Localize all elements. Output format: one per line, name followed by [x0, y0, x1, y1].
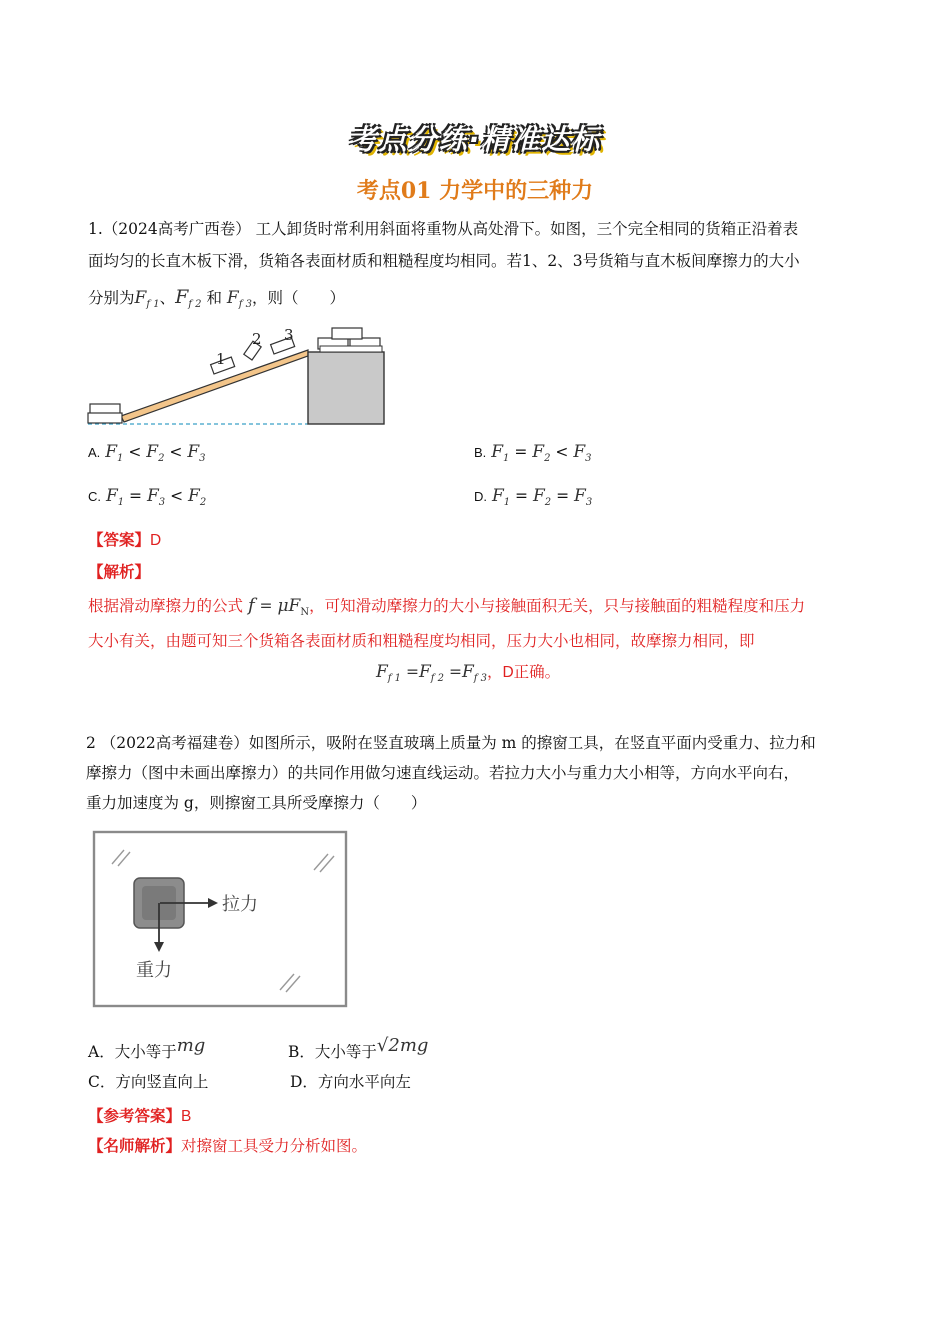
section-banner: 考点分练·精准达标	[348, 123, 602, 156]
q2-stem-line2: 摩擦力（图中未画出摩擦力）的共同作用做匀速直线运动。若拉力大小与重力大小相等，方向水平向右，	[86, 764, 800, 782]
q1-analysis-line1: 根据滑动摩擦力的公式 $f = \mu F_N$，可知滑动摩擦力的大小与接触面积无关，只与接触面的粗糙程度和压力	[88, 595, 806, 618]
q2-analysis: 【名师解析】对擦窗工具受力分析如图。	[88, 1136, 368, 1155]
box-label-1: 1	[216, 350, 226, 368]
gravity-label: 重力	[136, 960, 172, 981]
q1-stem-line2: 面均匀的长直木板下滑，货箱各表面材质和粗糙程度均相同。若1、2、3号货箱与直木板间摩擦力的大小	[88, 252, 800, 270]
q2-answer: 【参考答案】B	[88, 1106, 192, 1125]
q2-option-d: D．方向水平向左	[290, 1073, 411, 1091]
q1-analysis-tag: 【解析】	[88, 562, 151, 581]
q2-option-c: C．方向竖直向上	[88, 1073, 209, 1091]
incline-figure	[86, 324, 396, 430]
q1-option-a: A. $F_1 < F_2 < F_3$	[88, 442, 206, 464]
q1-option-c: C. $F_1 = F_3 < F_2$	[88, 486, 207, 508]
q1-option-b: B. $F_1 = F_2 < F_3$	[474, 442, 592, 464]
q1-stem-line3: 分别为$F_{f 1}$、$F_{f 2}$ 和 $F_{f 3}$，则（ ）	[88, 286, 345, 310]
q1-answer: 【答案】D	[88, 530, 162, 549]
window-cleaner-figure	[90, 826, 352, 1012]
q2-stem-line3: 重力加速度为 g，则擦窗工具所受摩擦力（ ）	[86, 794, 427, 812]
q1-analysis-line3: $F_{f 1} =F_{f 2} =F_{f 3}$，D正确。	[376, 662, 561, 684]
q1-stem-line1: 1.（2024高考广西卷） 工人卸货时常利用斜面将重物从高处滑下。如图，三个完全相同的货箱正沿着表	[88, 220, 799, 238]
pull-force-label: 拉力	[222, 894, 258, 915]
q1-option-d: D. $F_1 = F_2 = F_3$	[474, 486, 593, 508]
box-label-2: 2	[252, 330, 262, 348]
page-title: 考点01 力学中的三种力	[356, 178, 594, 204]
box-label-3: 3	[284, 326, 294, 344]
q2-option-b: B．大小等于√2mg	[288, 1035, 429, 1061]
q1-analysis-line2: 大小有关，由题可知三个货箱各表面材质和粗糙程度均相同，压力大小也相同，故摩擦力相同，即	[88, 632, 755, 650]
q2-stem-line1: 2 （2022高考福建卷）如图所示，吸附在竖直玻璃上质量为 m 的擦窗工具，在竖直平面内受重力、拉力和	[86, 734, 816, 752]
q2-option-a: A．大小等于mg	[88, 1035, 206, 1061]
